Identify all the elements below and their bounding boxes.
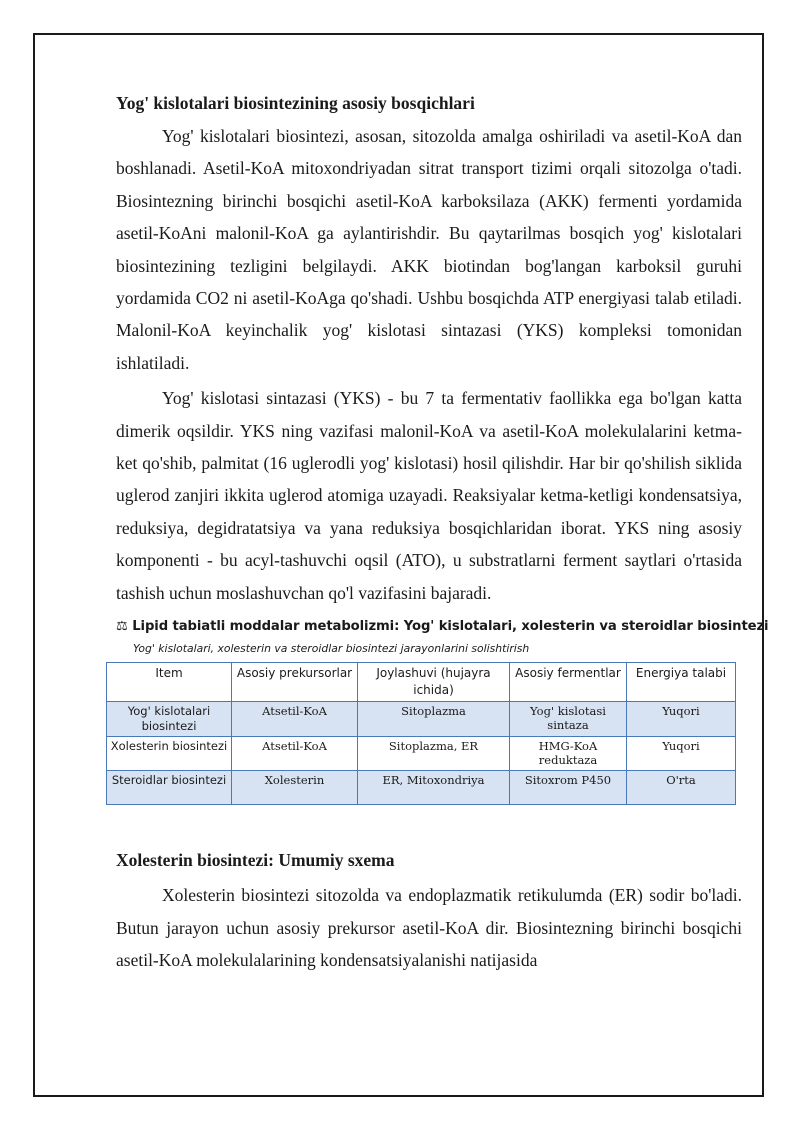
comparison-table xyxy=(106,662,736,805)
paragraph: Yog' kislotalari biosintezi, asosan, sitozolda amalga oshiriladi va asetil-KoA dan boshlanadi. Asetil-KoA mitoxondriyadan sitrat transport tizimi orqali sitozolga o'tadi. Biosintezning birinchi bosqichi asetil-KoA karboksilaza (AKK) fermenti yordamida asetil-KoAni malonil-KoA ga aylantirishdir. Bu qaytarilmas bosqich yog' kislotalari biosintezining tezligini belgilaydi. AKK biotindan bog'langan karboksil guruhi yordamida CO2 ni asetil-KoAga qo'shadi. Ushbu bosqichda ATP energiyasi talab etiladi. Malonil-KoA keyinchalik yog' kislotasi sintazasi (YKS) kompleksi tomonidan ishlatiladi. xyxy=(116,126,742,373)
document-body xyxy=(110,82,769,976)
table-cell: Sitoplazma, ER xyxy=(358,737,510,771)
table-row xyxy=(107,771,736,805)
section-title-fatty-acid-biosynthesis: Yog' kislotalari biosintezining asosiy bosqichlari xyxy=(116,93,475,113)
table-cell: Xolesterin biosintezi xyxy=(107,737,232,771)
column-header: Item xyxy=(107,663,232,702)
table-cell: Atsetil-KoA xyxy=(232,737,358,771)
table-cell: Sitoplazma xyxy=(358,702,510,737)
table-cell: Xolesterin xyxy=(232,771,358,805)
table-header-row xyxy=(107,663,736,702)
table-subcaption: Yog' kislotalari, xolesterin va steroidlar biosintezi jarayonlarini solishtirish xyxy=(133,642,530,656)
table-cell: ER, Mitoxondriya xyxy=(358,771,510,805)
table-cell: Sitoxrom P450 xyxy=(510,771,627,805)
table-cell: Yog' kislotalari biosintezi xyxy=(107,702,232,737)
table-row xyxy=(107,702,736,737)
column-header: Asosiy fermentlar xyxy=(510,663,627,702)
table-cell: O'rta xyxy=(627,771,736,805)
table-cell: Steroidlar biosintezi xyxy=(107,771,232,805)
table-row xyxy=(107,737,736,771)
figure-caption xyxy=(116,617,769,637)
paragraph: Xolesterin biosintezi sitozolda va endoplazmatik retikulumda (ER) sodir bo'ladi. Butun jarayon uchun asosiy prekursor asetil-KoA dir. Biosintezning birinchi bosqichi asetil-KoA molekulalarining kondensatsiyalanishi natijasida xyxy=(116,885,742,970)
column-header: Asosiy prekursorlar xyxy=(232,663,358,702)
table-cell: Yog' kislotasi sintaza xyxy=(510,702,627,737)
column-header: Joylashuvi (hujayra ichida) xyxy=(358,663,510,702)
paragraph: Yog' kislotasi sintazasi (YKS) - bu 7 ta fermentativ faollikka ega bo'lgan katta dimerik oqsildir. YKS ning vazifasi malonil-KoA va asetil-KoA molekulalarini ketma-ket qo'shib, palmitat (16 uglerodli yog' kislotasi) hosil qilishdir. Har bir qo'shilish siklida uglerod zanjiri ikkita uglerod atomiga uzayadi. Reaksiyalar ketma-ketligi kondensatsiya, reduksiya, degidratatsiya va yana reduksiya bosqichlaridan iborat. YKS ning asosiy komponenti - bu acyl-tashuvchi oqsil (ATO), u substratlarni ferment saytlari o'rtasida tashish uchun moslashuvchan qo'l vazifasini bajaradi. xyxy=(116,388,742,603)
table-cell: HMG-KoA reduktaza xyxy=(510,737,627,771)
column-header: Energiya talabi xyxy=(627,663,736,702)
table-cell: Yuqori xyxy=(627,702,736,737)
figure-caption-text: Lipid tabiatli moddalar metabolizmi: Yog' kislotalari, xolesterin va steroidlar biosintezi xyxy=(132,619,769,635)
table-cell: Yuqori xyxy=(627,737,736,771)
scales-icon: ⚖ xyxy=(116,619,128,635)
table-cell: Atsetil-KoA xyxy=(232,702,358,737)
section-title-cholesterol-biosynthesis: Xolesterin biosintezi: Umumiy sxema xyxy=(116,850,395,871)
